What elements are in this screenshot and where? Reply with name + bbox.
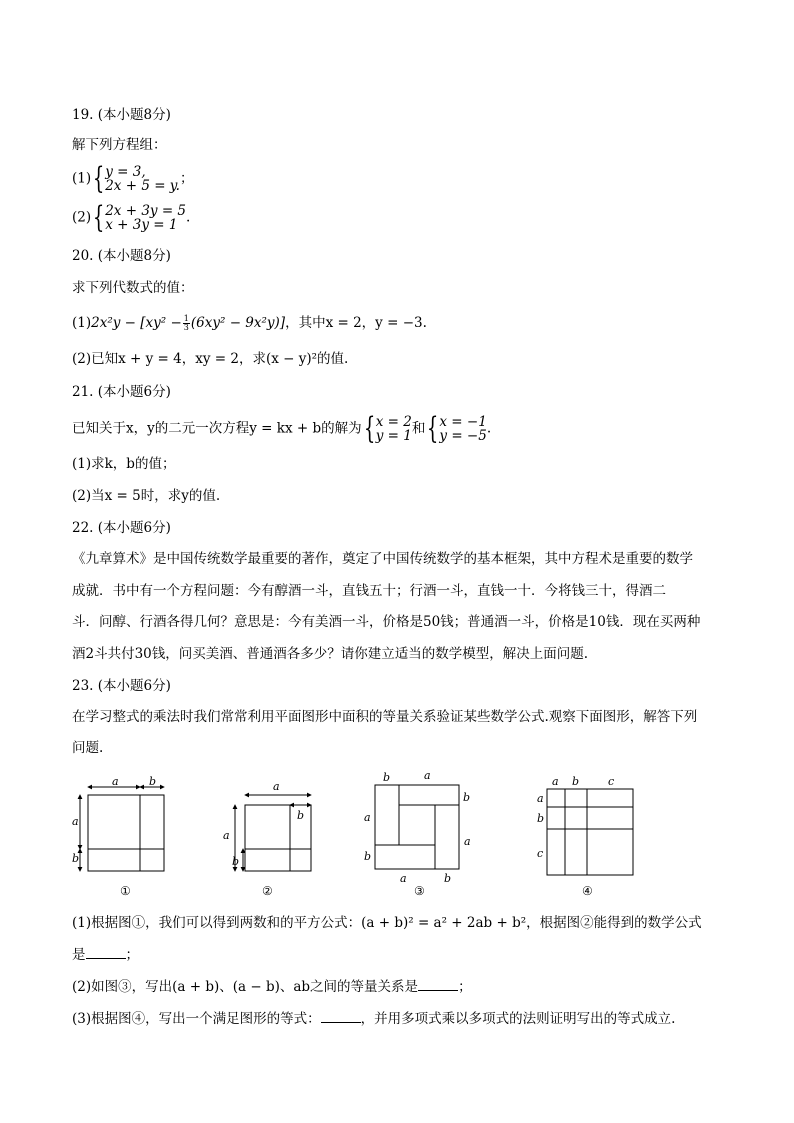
q19-p1-eq2: 2x + 5 = y. <box>105 178 180 194</box>
q19-instruction: 解下列方程组： <box>72 137 167 153</box>
q19-p2-label: (2) <box>72 209 92 226</box>
q19-p1-label: (1) <box>72 170 92 187</box>
q20-p1-cond: ，其中x = 2，y = −3. <box>285 315 427 331</box>
fig4-label-b-left: b <box>537 812 545 825</box>
fig1-label-b-top: b <box>149 775 157 788</box>
q23-p3-text-a: (3)根据图④，写出一个满足图形的等式： <box>72 1011 321 1027</box>
q21-stem <box>72 411 492 446</box>
q23-p1-text-a: (1)根据图①，我们可以得到两数和的平方公式：(a + b)² = a² + 2ab + b²，根据图②能得到的数学公式 <box>72 915 702 931</box>
q19-p2-system <box>105 204 186 232</box>
fig4-label-a-top: a <box>552 775 559 788</box>
fig2-label-a-left: a <box>223 829 230 842</box>
fig4-label-c-left: c <box>537 847 544 860</box>
q22-line1: 《九章算术》是中国传统数学最重要的著作，奠定了中国传统数学的基本框架，其中方程术是重要的数学 <box>72 551 693 567</box>
figure-1 <box>80 787 164 871</box>
brace-icon: { <box>427 411 439 446</box>
q19-p1-end: ； <box>179 170 194 187</box>
q23-p3-text-b: ，并用多项式乘以多项式的法则证明写出的等式成立. <box>360 1011 676 1027</box>
q21-stem-a: 已知关于x，y的二元一次方程y = kx + b的解为 <box>72 420 362 437</box>
fig3-label-a-left: a <box>364 811 371 824</box>
figure-3 <box>375 785 459 869</box>
q21-sol1-eq2: y = 1 <box>375 428 412 444</box>
q20-header: 20. (本小题8分) <box>72 248 171 264</box>
q22-line2: 成就．书中有一个方程问题：今有醇酒一斗，直钱五十；行酒一斗，直钱一十．今将钱三十，得酒二 <box>72 583 666 599</box>
q23-part3 <box>72 1008 675 1028</box>
figure-2 <box>235 795 311 871</box>
q21-stem-mid: 和 <box>411 420 426 437</box>
brace-icon: { <box>363 411 375 446</box>
brace-icon: { <box>92 161 105 196</box>
figures-svg <box>60 765 660 905</box>
q23-part1 <box>72 907 722 971</box>
fig3-label-b-bottom: b <box>444 872 452 885</box>
fig3-label-b-left: b <box>364 850 372 863</box>
q19-p1-eq1: y = 3, <box>105 164 146 180</box>
q23-p2-end: ； <box>458 979 472 995</box>
q20-part1 <box>72 314 427 332</box>
fig3-label-a-top: a <box>424 769 431 782</box>
figures-row <box>60 765 660 909</box>
figure-4 <box>547 789 633 875</box>
q21-part1: (1)求k，b的值； <box>72 456 176 472</box>
q20-p1-label: (1) <box>72 315 92 331</box>
fig2-label-a-top: a <box>273 780 280 793</box>
answer-blank-1[interactable] <box>86 944 126 959</box>
q21-header: 21. (本小题6分) <box>72 384 171 400</box>
q22-line4: 酒2斗共付30钱，问买美酒、普通酒各多少？请你建立适当的数学模型，解决上面问题. <box>72 646 589 662</box>
q19-p2-eq1: 2x + 3y = 5 <box>105 203 187 219</box>
frac-denominator: 3 <box>183 323 189 332</box>
fig2-caption: ② <box>262 884 273 898</box>
fig1-label-a-top: a <box>112 775 119 788</box>
q21-solution2 <box>439 415 486 443</box>
fig2-label-b-left: b <box>232 855 240 868</box>
q19-part1 <box>72 161 194 196</box>
answer-blank-2[interactable] <box>418 976 458 991</box>
q20-instruction: 求下列代数式的值： <box>72 280 194 296</box>
q20-part2: (2)已知x + y = 4，xy = 2，求(x − y)²的值. <box>72 351 349 367</box>
fig1-label-b-left: b <box>72 852 80 865</box>
q19-part2 <box>72 200 191 235</box>
fig3-label-b-right: b <box>463 791 471 804</box>
q23-p2-text: (2)如图③，写出(a + b)、(a − b)、ab之间的等量关系是 <box>72 979 419 995</box>
fig4-caption: ④ <box>582 884 593 898</box>
q20-p1-expr-b: (6xy² − 9x²y)] <box>190 315 286 331</box>
q20-p1-fraction <box>183 315 190 332</box>
q23-line2: 问题. <box>72 740 104 756</box>
fig4-label-a-left: a <box>537 792 544 805</box>
q19-p1-system <box>105 165 180 193</box>
frac-numerator: 1 <box>183 314 189 323</box>
q19-header: 19. (本小题8分) <box>72 107 171 123</box>
q22-header: 22. (本小题6分) <box>72 520 171 536</box>
fig4-label-c-top: c <box>608 775 615 788</box>
brace-icon: { <box>92 200 105 235</box>
q23-line1: 在学习整式的乘法时我们常常利用平面图形中面积的等量关系验证某些数学公式.观察下面图形，解答下列 <box>72 709 698 725</box>
q23-p1-end: ； <box>125 947 139 963</box>
fig3-label-a-bottom: a <box>400 872 407 885</box>
q23-header: 23. (本小题6分) <box>72 678 171 694</box>
fig2-label-b-right: b <box>297 809 305 822</box>
fig3-label-b-top: b <box>383 771 391 784</box>
q21-sol2-eq1: x = −1 <box>439 414 487 430</box>
q21-part2: (2)当x = 5时，求y的值. <box>72 488 221 504</box>
q21-stem-end: . <box>486 420 492 437</box>
q23-p1-text-b: 是 <box>72 947 86 963</box>
fig3-caption: ③ <box>414 884 425 898</box>
fig1-caption: ① <box>120 884 131 898</box>
answer-blank-3[interactable] <box>321 1008 361 1023</box>
fig1-label-a-left: a <box>72 815 79 828</box>
q21-sol1-eq1: x = 2 <box>375 414 412 430</box>
q23-part2 <box>72 976 472 996</box>
q19-p2-eq2: x + 3y = 1 <box>105 217 178 233</box>
fig3-label-a-right: a <box>464 835 471 848</box>
q21-solution1 <box>376 415 412 443</box>
q20-p1-expr-a: 2x²y − [xy² − <box>91 315 182 331</box>
q22-line3: 斗．问醇、行酒各得几何？意思是：今有美酒一斗，价格是50钱；普通酒一斗，价格是10钱．现在买两种 <box>72 614 701 630</box>
q19-p2-end: . <box>186 209 191 226</box>
fig4-label-b-top: b <box>572 775 580 788</box>
q21-sol2-eq2: y = −5 <box>439 428 487 444</box>
